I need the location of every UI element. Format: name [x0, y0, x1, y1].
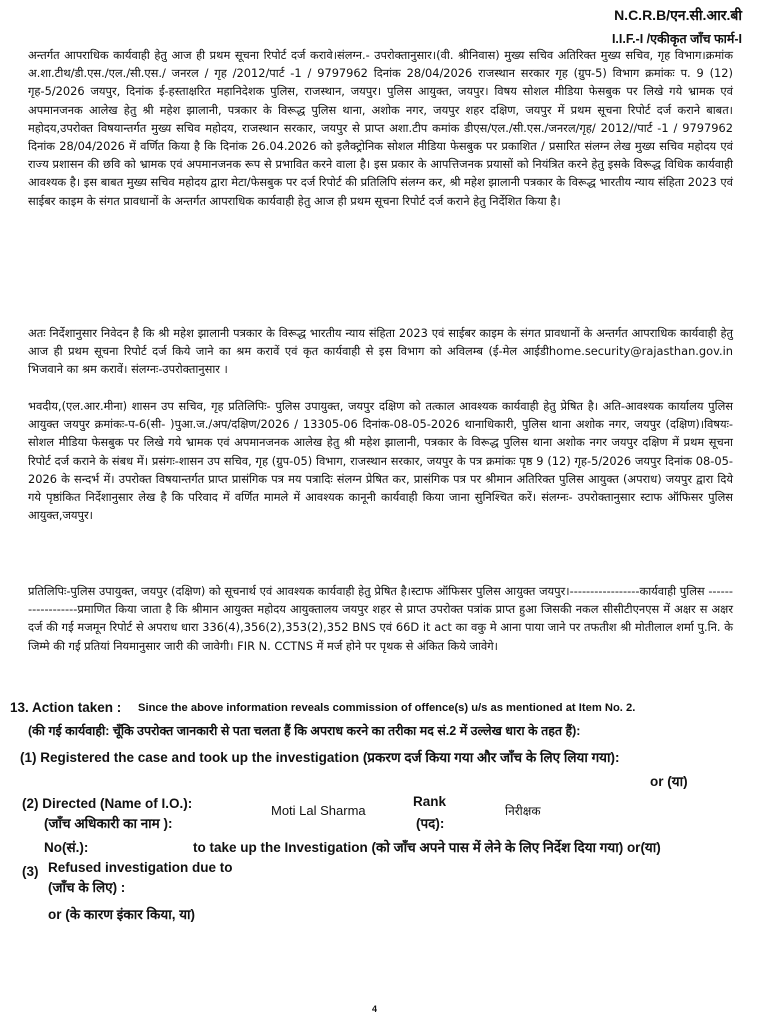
rank-label: Rank	[413, 794, 447, 809]
rank-label-hindi: (पद):	[416, 816, 445, 831]
refused-investigation-label: Refused investigation due to	[48, 860, 233, 875]
take-up-investigation-text: to take up the Investigation (को जाँच अपने पास में लेने के लिए निर्देश दिया गया) or(या)	[193, 840, 661, 855]
fir-body-paragraph-2: अतः निर्देशानुसार निवेदन है कि श्री महेश झालानी पत्रकार के विरूद्ध भारतीय न्याय संहिता 2023 एवं साईबर काइम के संगत प्रावधानों के अन्तर्गत आपराधिक कार्यवाही हेतु आज ही प्रथम सूचना रिपोर्ट दर्ज किये जाने का श्रम करावें एवं कृत कार्यवाही से इस विभाग को अविलम्ब (ई-मेल आईडीhome.security@rajasthan.gov.in भिजवाने का श्रम करावें। संलग्नः-उपरोक्तानुसार ।	[28, 326, 733, 377]
ncrb-header: N.C.R.B/एन.सी.आर.बी	[614, 7, 742, 23]
page-number: 4	[372, 1004, 378, 1014]
refused-or-label: or (के कारण इंकार किया, या)	[48, 907, 196, 922]
fir-body-paragraph-3: भवदीय,(एल.आर.मीना) शासन उप सचिव, गृह प्रतिलिपिः- पुलिस उपायुक्त, जयपुर दक्षिण को तत्काल आवश्यक कार्यवाही हेतु प्रेषित है। अति-आवश्यक कार्यालय पुलिस आयुक्त जयपुर क्रमांकः-प-6(सी- )पुआ.ज./अप/दक्षिण/2026 / 13305-06 दिनांक-08-05-2026 थानाधिकारी, पुलिस थाना अशोक नगर, जयपुर (दक्षिण)।विषयः-सोशल मीडिया फेसबुक पर लिखे गये भ्रामक एवं अपमानजनक आलेख हेतु श्री महेश झालानी, पत्रकार के विरूद्ध पुलिस थाना अशोक नगर जयपुर दक्षिण में प्रथम सूचना रिपोर्ट दर्ज कराने के संबध में। प्रसंगः-शासन उप सचिव, गृह (ग्रुप-05) विभाग, राजस्थान सरकार, जयपुर के पत्र क्रमांकः पृष्ठ 9 (12) गृह-5/2026 जयपुर दिनांक 08-05-2026 के सन्दर्भ में। उपरोक्त विषयान्तर्गत प्राप्त प्रासंगिक पत्र मय पत्रादिः संलग्न प्रेषित कर, प्रासंगिक पत्र पर श्रीमान अतिरिक्त पुलिस आयुक्त (अपराध) जयपुर द्वारा दिये गये पृष्ठांकित निर्देशानुसार लेख है कि परिवाद में वर्णित मामले में आवश्यक कानूनी कार्यवाही किया जाना सुनिश्चित करें। संलग्नः- उपरोक्तानुसार स्टाफ ऑफिसर पुलिस आयुक्त,जयपुर।	[28, 399, 733, 523]
action-taken-hindi: (की गई कार्यवाही: चूँकि उपरोक्त जानकारी से पता चलता हैं कि अपराध करने का तरीका मद सं.2 में उल्लेख धारा के तहत हैं):	[28, 724, 581, 738]
number-label: No(सं.):	[44, 840, 89, 855]
refused-investigation-label-hindi: (जाँच के लिए) :	[48, 880, 126, 895]
directed-io-label: (2) Directed (Name of I.O.):	[22, 796, 193, 811]
action-taken-heading: 13. Action taken :	[10, 700, 122, 715]
refused-item-number: (3)	[22, 864, 39, 879]
form-title: I.I.F.-I /एकीकृत जाँच फार्म-I	[611, 32, 742, 46]
action-taken-note: Since the above information reveals commission of offence(s) u/s as mentioned at Item No. 2.	[138, 702, 636, 714]
directed-io-label-hindi: (जाँच अधिकारी का नाम ):	[44, 816, 173, 831]
fir-body-paragraph-4: प्रतिलिपिः-पुलिस उपायुक्त, जयपुर (दक्षिण) को सूचनार्थ एवं आवश्यक कार्यवाही हेतु प्रेषित है।स्टाफ ऑफिसर पुलिस आयुक्त जयपुर।-----------------कार्यवाही पुलिस ------------------प्रमाणित किया जाता है कि श्रीमान आयुक्त महोदय आयुक्तालय जयपुर शहर से प्राप्त उपरोक्त पत्रांक प्राप्त हुआ जिसकी नकल सीसीटीएनएस में अक्षर स अक्षर दर्ज की गई मजमून रिपोर्ट से अपराध धारा 336(4),356(2),353(2),352 BNS एवं 66D it act का वकु मे आना पाया जाने पर तफतीश श्री मोतीलाल शर्मा पु.नि. के जिम्मे की गई प्रतियां नियमानुसार जारी की जावेगी। FIR N. CCTNS में मर्ज होने पर पृथक से अंकित किये जावेगे।	[28, 584, 733, 653]
fir-body-paragraph-1: अन्तर्गत आपराधिक कार्यवाही हेतु आज ही प्रथम सूचना रिपोर्ट दर्ज करावे।संलग्न.- उपरोक्तानुसार।(वी. श्रीनिवास) मुख्य सचिव अतिरिक्त मुख्य सचिव, गृह विभाग।क्रमांक अ.शा.टीथ/डी.एस./एल./सी.एस./ जनरल / गृह /2012/पार्ट -1 / 9797962 दिनांक 28/04/2026 राजस्थान सरकार गृह (ग्रुप-5) विभाग क्रमांकः प. 9 (12) गृह-5/2026 जयपुर, दिनांक ई-हस्ताक्षरित महानिदेशक पुलिस, राजस्थान, जयपुर। पुलिस आयुक्त, जयपुर। विषय सोशल मीडिया फेसबुक पर लिखे गये भ्रामक एवं अपमानजनक आलेख हेतु श्री महेश झालानी, पत्रकार के विरूद्ध पुलिस थाना, अशोक नगर, जयपुर शहर दक्षिण, जयपुर में प्रथम सूचना रिपोर्ट दर्ज कराने बाबत। महोदय,उपरोक्त विषयान्तर्गत मुख्य सचिव महोदय, राजस्थान सरकार, जयपुर से प्राप्त अशा.टीप कमांक डीएस/एल./सी.एस./जनरल/गृह/ 2012//पार्ट -1 / 9797962 दिनांक 28/04/2026 में वर्णित किया है कि दिनांक 26.04.2026 को इलैक्ट्रोनिक सोशल मीडिया फेसबुक पर प्रकाशित / प्रसारित संलग्न लेख मुख्य सचिव महोदय एवं राज्य प्रशासन की छवि को भ्रामक एवं अपमानजनक रूप से प्रभावित करने वाला है। इस प्रकार के आपत्तिजनक प्रयासों को नियंत्रित करने हेतु इसके विरूद्ध विधिक कार्यवाही आवश्यक है। इस बाबत मुख्य सचिव महोदय द्वारा मेटा/फेसबुक पर दर्ज रिपोर्ट की प्रतिलिपि संलग्न कर, श्री महेश झालानी पत्रकार के विरूद्ध भारतीय न्याय संहिता 2023 एवं साईबर काइम के संगत प्रावधानों के अन्तर्गत आपराधिक कार्यवाही हेतु आज ही प्रथम सूचना रिपोर्ट दर्ज कराने हेतु निर्देशित किया है।	[28, 48, 734, 208]
rank-value: निरीक्षक	[505, 804, 541, 818]
or-label-1: or (या)	[650, 774, 688, 789]
registered-case-item: (1) Registered the case and took up the investigation (प्रकरण दर्ज किया गया और जाँच के लिए लिया गया):	[20, 750, 620, 765]
io-name-value: Moti Lal Sharma	[271, 803, 366, 818]
